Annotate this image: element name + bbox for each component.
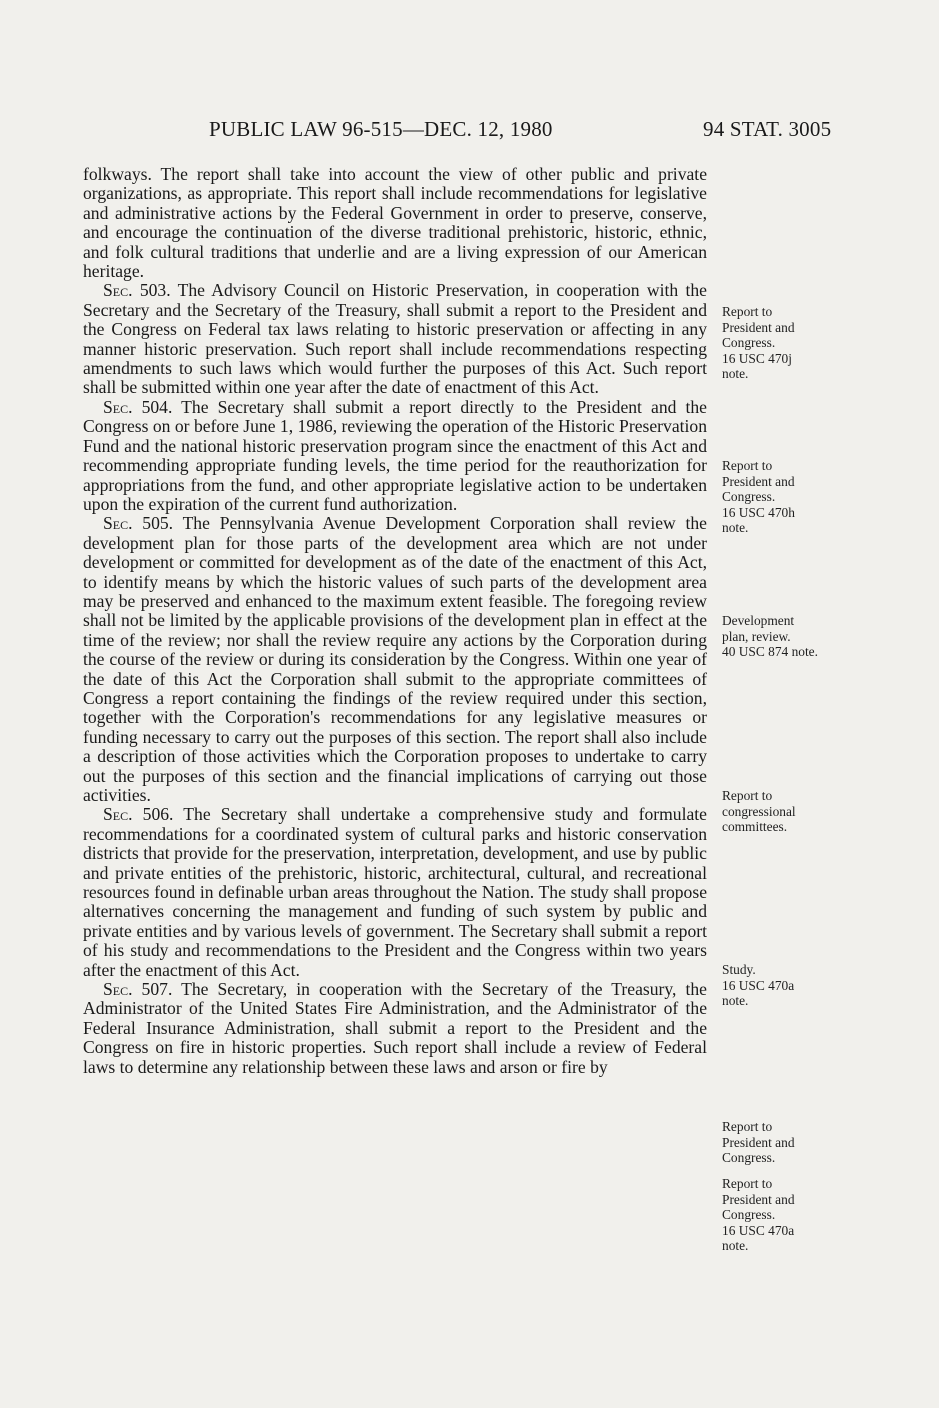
margin-note-sec-505-report [722, 788, 892, 835]
margin-note-line: note. [722, 993, 749, 1009]
section-label: Sec. 503. [103, 280, 171, 301]
body-text [83, 165, 707, 1077]
margin-note-line: 16 USC 470a [722, 1222, 795, 1238]
margin-note-line: Study. [722, 962, 756, 977]
paragraph-continuation [83, 165, 707, 281]
margin-note-line: plan, review. [722, 628, 791, 644]
margin-note-line: note. [722, 1238, 749, 1254]
margin-note-line: 16 USC 470a [722, 977, 795, 993]
page-header-stat: 94 STAT. 3005 [703, 117, 832, 141]
margin-note-sec-506-report [722, 1119, 892, 1166]
section-506 [83, 805, 707, 980]
margin-note-line: Report to [722, 788, 773, 803]
margin-note-line: President and [722, 1134, 795, 1150]
paragraph-text: The Secretary shall submit a report directly to the President and the Congress on or before June 1, 1986, reviewing the operation of the Historic Preservation Fund and the national historic preservation program since the enactment of this Act and recommending appropriate funding levels, the time period for the reauthorization for appropriations from the fund, and other appropriate legislative action to be undertaken upon the expiration of the current fund authorization. [83, 396, 707, 514]
margin-note-line: Report to [722, 1119, 773, 1134]
page-header-title: PUBLIC LAW 96-515—DEC. 12, 1980 [209, 117, 553, 141]
section-505 [83, 514, 707, 805]
margin-note-line: Congress. [722, 1150, 776, 1166]
margin-note-line: committees. [722, 819, 788, 835]
margin-note-sec-503 [722, 304, 892, 382]
section-507 [83, 980, 707, 1077]
section-label: Sec. 505. [103, 513, 174, 534]
margin-note-line: Report to [722, 304, 773, 319]
section-label: Sec. 507. [103, 979, 173, 1000]
margin-note-line: Congress. [722, 1207, 776, 1223]
margin-note-line: Development [722, 613, 795, 628]
margin-note-line: 40 USC 874 note. [722, 644, 818, 660]
margin-note-line: 16 USC 470h [722, 504, 795, 520]
margin-note-line: Congress. [722, 489, 776, 505]
margin-note-line: President and [722, 319, 795, 335]
margin-note-line: President and [722, 1191, 795, 1207]
margin-note-sec-506-study [722, 962, 892, 1009]
section-504 [83, 398, 707, 514]
paragraph-text: The Secretary, in cooperation with the Secretary of the Treasury, the Administrator of the United States Fire Administration, and the Administrator of the Federal Insurance Administration, shall submit a report to the President and the Congress on fire in historic properties. Such report shall include a review of Federal laws to determine any relationship between these laws and arson or fire by [83, 979, 707, 1077]
margin-note-line: President and [722, 473, 795, 489]
margin-note-line: congressional [722, 803, 796, 819]
margin-note-line: Congress. [722, 335, 776, 351]
margin-note-line: Report to [722, 1176, 773, 1191]
section-label: Sec. 506. [103, 804, 174, 825]
paragraph-text: The Pennsylvania Avenue Development Corporation shall review the development plan for those parts of the development area which are not under development or committed for development as of the date of the enactment of this Act, to identify means by which the historic values of such parts of the development area may be preserved and enhanced to the maximum extent feasible. The foregoing review shall not be limited by the applicable provisions of the development plan in effect at the time of the review; nor shall the review require any actions by the Corporation during the course of the review or during its consideration by the Congress. Within one year of the date of this Act the Corporation shall submit to the appropriate committees of Congress a report containing the findings of the review required under this section, together with the Corporation's recommendations for any legislative measures or funding necessary to carry out the purposes of this section. The report shall also include a description of those activities which the Corporation proposes to undertake to carry out the purposes of this section and the financial implications of carrying out those activities. [83, 513, 707, 805]
margin-note-sec-504 [722, 458, 892, 536]
section-503 [83, 281, 707, 397]
section-label: Sec. 504. [103, 396, 173, 417]
margin-note-line: 16 USC 470j [722, 350, 792, 366]
margin-note-line: note. [722, 520, 749, 536]
margin-note-line: note. [722, 366, 749, 382]
margin-note-sec-507 [722, 1176, 892, 1254]
paragraph-text: The Secretary shall undertake a comprehensive study and formulate recommendations for a coordinated system of cultural parks and historic conservation districts that provide for the preservation, interpretation, development, and use by public and private entities of the prehistoric, historic, architectural, cultural, and recreational resources found in definable urban areas throughout the Nation. The study shall propose alternatives concerning the management and funding of such system by public and private entities and by various levels of government. The Secretary shall submit a report of his study and recommendations to the President and the Congress within two years after the enactment of this Act. [83, 804, 707, 980]
margin-note-sec-505-plan [722, 613, 892, 660]
paragraph-text: folkways. The report shall take into account the view of other public and private organizations, as appropriate. This report shall include recommendations for legislative and administrative actions by the Federal Government in order to preserve, conserve, and encourage the continuation of the diverse traditional prehistoric, historic, ethnic, and folk cultural traditions that underlie and are a living expression of our American heritage. [83, 164, 707, 282]
margin-note-line: Report to [722, 458, 773, 473]
paragraph-text: The Advisory Council on Historic Preservation, in cooperation with the Secretary and the Secretary of the Treasury, shall submit a report to the President and the Congress on Federal tax laws relating to historic preservation or affecting in any manner historic preservation. Such report shall include recommendations respecting amendments to such laws which would further the purposes of this Act. Such report shall be submitted within one year after the date of enactment of this Act. [83, 280, 707, 398]
